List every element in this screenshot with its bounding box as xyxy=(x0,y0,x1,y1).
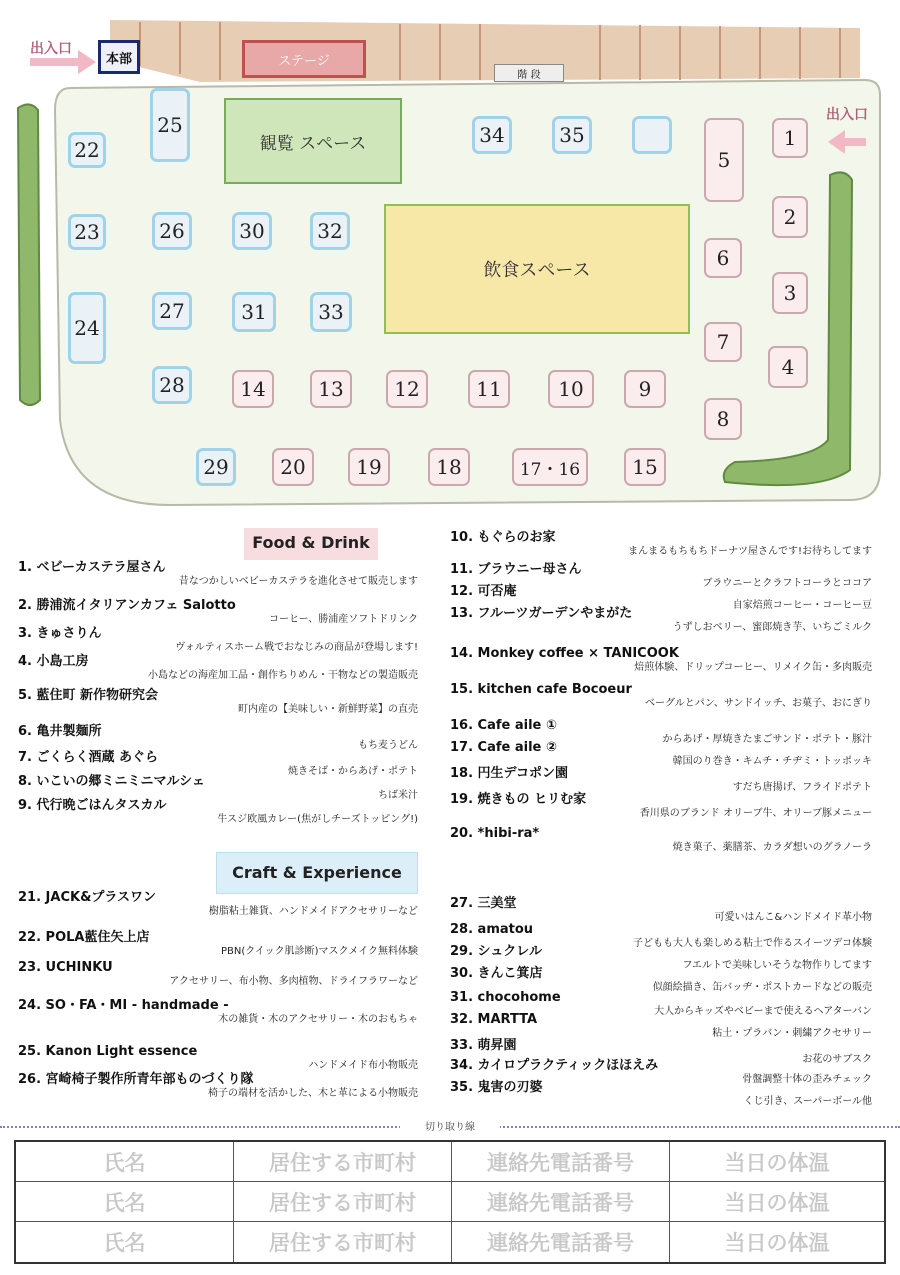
food-item xyxy=(18,560,418,588)
shop-description: PBN(クイック肌診断)マスクメイク無料体験 xyxy=(221,946,418,957)
shop-description: 木の雑貨・木のアクセサリー・木のおもちゃ xyxy=(218,1014,418,1025)
food-item xyxy=(450,606,872,634)
craft-item xyxy=(18,960,418,988)
booth-33: 34 xyxy=(472,116,512,154)
shop-description: 韓国のり巻き・キムチ・チヂミ・トッポッキ xyxy=(672,756,872,767)
shop-name: 35. 鬼害の刃婆 xyxy=(450,1080,543,1095)
shop-description: 昔なつかしいベビーカステラを進化させて販売します xyxy=(178,576,418,587)
food-item xyxy=(18,724,418,752)
booth-25: 26 xyxy=(152,212,192,250)
booth-32: 33 xyxy=(310,292,352,332)
craft-item xyxy=(18,998,418,1026)
booth-6: 6 xyxy=(704,238,742,278)
craft-experience-heading: Craft & Experience xyxy=(216,852,418,894)
craft-item xyxy=(450,1080,872,1108)
form-cell-name[interactable]: 氏名 xyxy=(16,1142,234,1182)
shop-name: 21. JACK&プラスワン xyxy=(18,890,157,905)
shop-name: 7. ごくらく酒蔵 あぐら xyxy=(18,750,159,765)
shop-description: ヴォルティスホーム戦でおなじみの商品が登場します! xyxy=(175,642,418,653)
shop-description: ブラウニーとクラフトコーラとココア xyxy=(702,578,872,589)
shop-name: 27. 三美堂 xyxy=(450,896,517,911)
booth-30: 31 xyxy=(232,292,276,332)
craft-item xyxy=(18,930,418,958)
headquarters: 本部 xyxy=(98,40,140,74)
shop-name: 23. UCHINKU xyxy=(18,960,113,975)
form-cell-phone[interactable]: 連絡先電話番号 xyxy=(452,1182,670,1222)
shop-name: 14. Monkey coffee × TANICOOK xyxy=(450,646,679,661)
booth-24: 25 xyxy=(150,88,190,162)
food-item xyxy=(18,688,418,716)
booth-18: 18 xyxy=(428,448,470,486)
shop-name: 20. *hibi-ra* xyxy=(450,826,540,841)
food-drink-heading: Food & Drink xyxy=(244,528,378,560)
shop-description: 焙煎体験、ドリップコーヒー、リメイク缶・多肉販売 xyxy=(634,662,872,673)
booth-2: 2 xyxy=(772,196,808,238)
form-cell-temperature[interactable]: 当日の体温 xyxy=(670,1182,884,1222)
viewing-space-label: 観覧 スペース xyxy=(259,133,367,154)
booth-11: 11 xyxy=(468,370,510,408)
shop-name: 1. ベビーカステラ屋さん xyxy=(18,560,166,575)
shop-name: 31. chocohome xyxy=(450,990,561,1005)
shop-name: 3. きゅさりん xyxy=(18,626,102,641)
shop-description: 子どもも大人も楽しめる粘土で作るスイーツデコ体験 xyxy=(633,938,872,949)
food-item xyxy=(18,598,418,626)
shop-name: 12. 可否庵 xyxy=(450,584,517,599)
shop-description: 似顔絵描き、缶バッヂ・ポストカードなどの販売 xyxy=(652,982,872,993)
contact-form-table xyxy=(14,1140,886,1264)
booth-23: 24 xyxy=(68,292,106,364)
shop-description: ハンドメイド布小物販売 xyxy=(308,1060,418,1071)
shop-name: 29. シュクレル xyxy=(450,944,542,959)
shop-name: 28. amatou xyxy=(450,922,534,937)
shop-description: ちば米汁 xyxy=(378,790,418,801)
booth-13: 13 xyxy=(310,370,352,408)
entrance-left-label: 出入口 xyxy=(30,41,72,57)
shop-name: 10. もぐらのお家 xyxy=(450,530,556,545)
shop-description: コーヒー、勝浦産ソフトドリンク xyxy=(269,614,418,625)
shop-description: まんまるもちもちドーナツ屋さんです!お待ちしてます xyxy=(628,546,872,557)
shop-description: お花のサブスク xyxy=(802,1054,872,1065)
eating-space xyxy=(384,204,690,334)
craft-item xyxy=(18,890,418,918)
food-item xyxy=(450,682,872,710)
booth-27: 28 xyxy=(152,366,192,404)
food-item xyxy=(450,766,872,794)
shop-description: 大人からキッズやベビーまで使えるヘアターバン xyxy=(654,1006,872,1017)
shop-name: 19. 焼きもの ヒリむ家 xyxy=(450,792,587,807)
shop-name: 32. MARTTA xyxy=(450,1012,538,1027)
craft-item xyxy=(450,896,872,924)
form-cell-temperature[interactable]: 当日の体温 xyxy=(724,1231,830,1255)
shop-description: すだち唐揚げ、フライドポテト xyxy=(732,782,872,793)
cut-line-label: 切り取り線 xyxy=(400,1118,500,1133)
booth-7: 7 xyxy=(704,322,742,362)
booth-9: 9 xyxy=(624,370,666,408)
shop-name: 26. 宮崎椅子製作所青年部ものづくり隊 xyxy=(18,1072,254,1087)
booth-21: 22 xyxy=(68,132,106,168)
food-item xyxy=(18,798,418,826)
shop-description: 椅子の端材を活かした、木と革による小物販売 xyxy=(208,1088,418,1099)
form-cell-name[interactable]: 氏名 xyxy=(16,1222,234,1262)
shop-name: 18. 円生デコポン園 xyxy=(450,766,569,781)
craft-item xyxy=(450,1012,872,1040)
shop-description: 可愛いはんこ&ハンドメイド革小物 xyxy=(714,912,872,923)
booth-5: 5 xyxy=(704,118,744,202)
booth-19: 19 xyxy=(348,448,390,486)
booth-31: 32 xyxy=(310,212,350,250)
shop-name: 17. Cafe aile ② xyxy=(450,740,557,755)
food-item xyxy=(450,530,872,558)
shop-name: 9. 代行晩ごはんタスカル xyxy=(18,798,167,813)
shop-name: 16. Cafe aile ① xyxy=(450,718,557,733)
craft-item xyxy=(18,1072,418,1100)
shop-description: 香川県のブランド オリーブ牛、オリーブ豚メニュー xyxy=(639,808,872,819)
form-cell-municipality[interactable]: 居住する市町村 xyxy=(234,1142,452,1182)
shop-name: 11. ブラウニー母さん xyxy=(450,562,582,577)
shop-description: 骨盤調整十体の歪みチェック xyxy=(742,1074,872,1085)
form-cell-phone[interactable]: 連絡先電話番号 xyxy=(452,1142,670,1182)
booth-34: 35 xyxy=(552,116,592,154)
form-cell-municipality[interactable]: 居住する市町村 xyxy=(234,1182,452,1222)
venue-map xyxy=(0,0,900,515)
booth-22: 23 xyxy=(68,214,106,250)
shop-name: 4. 小島工房 xyxy=(18,654,89,669)
food-item xyxy=(450,646,872,674)
food-item xyxy=(450,740,872,768)
stairs: 階 段 xyxy=(494,64,564,82)
shop-name: 33. 萌昇園 xyxy=(450,1038,517,1053)
booth-3: 3 xyxy=(772,272,808,314)
booth-4: 4 xyxy=(768,346,808,388)
form-cell-temperature[interactable]: 当日の体温 xyxy=(670,1142,884,1182)
shop-name: 34. カイロプラクティックほほえみ xyxy=(450,1058,659,1073)
booth-20: 20 xyxy=(272,448,314,486)
shop-description: 焼きそば・からあげ・ポテト xyxy=(288,766,418,777)
shop-description: 自家焙煎コーヒー・コーヒー豆 xyxy=(732,600,872,611)
viewing-space xyxy=(224,98,402,184)
shop-name: 25. Kanon Light essence xyxy=(18,1044,198,1059)
shop-name: 6. 亀井製麺所 xyxy=(18,724,102,739)
shop-description: 小島などの海産加工品・創作ちりめん・干物などの製造販売 xyxy=(148,670,418,681)
shop-name: 13. フルーツガーデンやまがた xyxy=(450,606,633,621)
shop-name: 8. いこいの郷ミニミニマルシェ xyxy=(18,774,205,789)
shop-description: 粘土・プラバン・刺繍アクセサリー xyxy=(712,1028,872,1039)
shop-description: くじ引き、スーパーボール他 xyxy=(743,1096,872,1107)
booth-26: 27 xyxy=(152,292,192,330)
shop-description: フエルトで美味しいそうな物作りしてます xyxy=(682,960,872,971)
shop-description: 町内産の【美味しい・新鮮野菜】の直売 xyxy=(238,704,418,715)
food-item xyxy=(450,826,872,854)
booth-12: 12 xyxy=(386,370,428,408)
eating-space-label: 飲食スペース xyxy=(483,260,591,281)
booth-15: 15 xyxy=(624,448,666,486)
booth-1: 1 xyxy=(772,118,808,158)
shop-description: ベーグルとパン、サンドイッチ、お菓子、おにぎり xyxy=(645,698,872,709)
booth-28: 29 xyxy=(196,448,236,486)
booth-17-16: 17・16 xyxy=(512,448,588,486)
shop-description: 樹脂粘土雑貨、ハンドメイドアクセサリーなど xyxy=(208,906,418,917)
food-item xyxy=(450,792,872,820)
booth-14: 14 xyxy=(232,370,274,408)
booth-10: 10 xyxy=(548,370,594,408)
shop-name: 5. 藍住町 新作物研究会 xyxy=(18,688,159,703)
form-cell-phone[interactable]: 連絡先電話番号 xyxy=(452,1222,670,1262)
shop-name: 15. kitchen cafe Bocoeur xyxy=(450,682,632,697)
stage: ステージ xyxy=(242,40,366,78)
food-item xyxy=(18,626,418,654)
entrance-right-label: 出入口 xyxy=(826,107,868,123)
shop-name: 30. きんこ箕店 xyxy=(450,966,543,981)
booth-35 xyxy=(632,116,672,154)
booth-29: 30 xyxy=(232,212,272,250)
shop-description: 牛スジ欧風カレー(焦がしチーズトッピング!) xyxy=(217,814,418,825)
form-cell-municipality[interactable]: 居住する市町村 xyxy=(234,1222,452,1262)
shop-name: 24. SO・FA・MI - handmade - xyxy=(18,998,229,1013)
shop-name: 2. 勝浦流イタリアンカフェ Salotto xyxy=(18,598,236,613)
shop-description: アクセサリー、布小物、多肉植物、ドライフラワーなど xyxy=(169,976,418,987)
shop-description: からあげ・厚焼きたまごサンド・ポテト・豚汁 xyxy=(662,734,872,745)
shop-name: 22. POLA藍住矢上店 xyxy=(18,930,150,945)
craft-item xyxy=(18,1044,418,1072)
food-item xyxy=(18,654,418,682)
shop-description: 焼き菓子、薬膳茶、カラダ想いのグラノーラ xyxy=(672,842,872,853)
booth-8: 8 xyxy=(704,398,742,440)
form-cell-name[interactable]: 氏名 xyxy=(16,1182,234,1222)
shop-description: もち麦うどん xyxy=(358,740,418,751)
shop-description: うずしおベリー、蜜郎焼き芋、いちごミルク xyxy=(672,622,872,633)
